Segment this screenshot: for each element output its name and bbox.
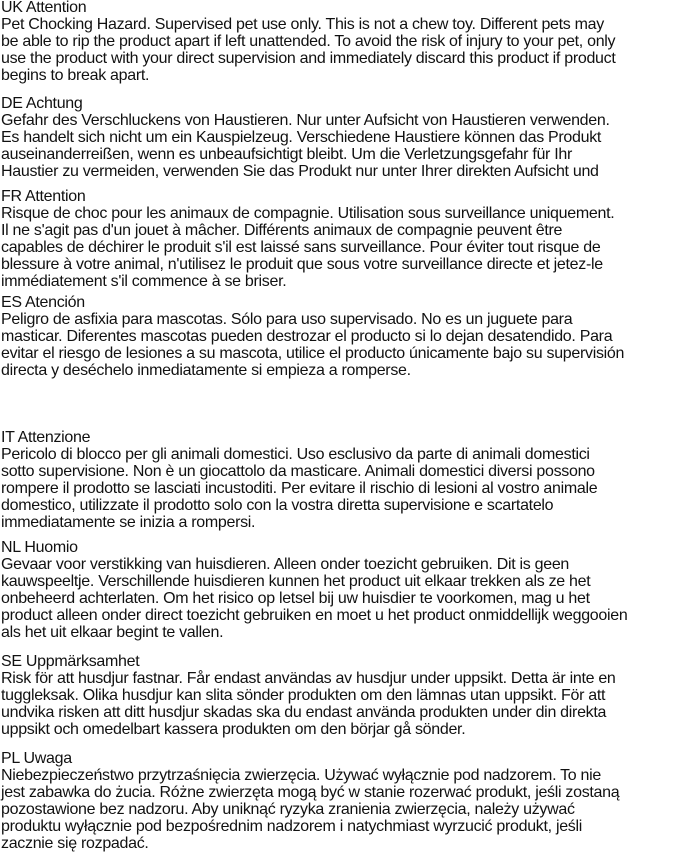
body-text-line: Haustier zu vermeiden, verwenden Sie das Produkt nur unter Ihrer direkten Aufsicht und bbox=[1, 163, 599, 180]
body-text-line: onbeheerd achterlaten. Om het risico op letsel bij uw huisdier te voorkomen, mag u het bbox=[1, 590, 590, 607]
section-heading: FR Attention bbox=[1, 188, 86, 205]
body-text-line: capables de déchirer le produit s'il est laissé sans surveillance. Pour éviter tout risque de bbox=[1, 239, 601, 256]
section-heading: SE Uppmärksamhet bbox=[1, 653, 140, 670]
section-heading: NL Huomio bbox=[1, 539, 78, 556]
body-text-line: masticar. Diferentes mascotas pueden destrozar el producto si lo dejan desatendido. Para bbox=[1, 328, 613, 345]
section-heading: UK Attention bbox=[1, 0, 87, 16]
body-text-line: undvika risken att ditt husdjur skadas ska du endast använda produkten under din direkta bbox=[1, 704, 607, 721]
body-text-line: Risque de choc pour les animaux de compagnie. Utilisation sous surveillance uniquement. bbox=[1, 205, 615, 222]
warning-section-pl bbox=[1, 750, 619, 852]
warning-section-se bbox=[1, 653, 616, 738]
body-text-line: pozostawione bez nadzoru. Aby uniknąć ryzyka zranienia zwierzęcia, należy używać bbox=[1, 801, 575, 818]
body-text-line: Gefahr des Verschluckens von Haustieren. Nur unter Aufsicht von Haustieren verwenden. bbox=[1, 112, 610, 129]
body-text-line: Niebezpieczeństwo przytrzaśnięcia zwierzęcia. Używać wyłącznie pod nadzorem. To nie bbox=[1, 767, 601, 784]
body-text-line: Pericolo di blocco per gli animali domestici. Uso esclusivo da parte di animali domestici bbox=[1, 446, 590, 463]
body-text-line: domestico, utilizzate il prodotto solo con la vostra diretta supervisione e scartatelo bbox=[1, 497, 554, 514]
body-text-line: immediatamente se inizia a rompersi. bbox=[1, 514, 256, 531]
body-text-line: sotto supervisione. Non è un giocattolo da masticare. Animali domestici diversi possono bbox=[1, 463, 595, 480]
body-text-line: Risk för att husdjur fastnar. Får endast användas av husdjur under uppsikt. Detta är inte en bbox=[1, 670, 616, 687]
body-text-line: be able to rip the product apart if left unattended. To avoid the risk of injury to your pet, only bbox=[1, 33, 616, 50]
body-text-line: evitar el riesgo de lesiones a su mascota, utilice el producto únicamente bajo su supervisión bbox=[1, 345, 625, 362]
body-text-line: Peligro de asfixia para mascotas. Sólo para uso supervisado. No es un juguete para bbox=[1, 311, 573, 328]
warning-section-uk bbox=[1, 0, 616, 84]
body-text-line: Es handelt sich nicht um ein Kauspielzeug. Verschiedene Haustiere können das Produkt bbox=[1, 129, 602, 146]
body-text-line: auseinanderreißen, wenn es unbeaufsichtigt bleibt. Um die Verletzungsgefahr für Ihr bbox=[1, 146, 573, 163]
warning-section-es bbox=[1, 294, 624, 379]
body-text-line: begins to break apart. bbox=[1, 67, 150, 84]
section-heading: PL Uwaga bbox=[1, 750, 72, 767]
section-heading: IT Attenzione bbox=[1, 429, 91, 446]
body-text-line: rompere il prodotto se lasciati incustoditi. Per evitare il rischio di lesioni al vostro animale bbox=[1, 480, 598, 497]
body-text-line: directa y deséchelo inmediatamente si empieza a romperse. bbox=[1, 362, 411, 379]
section-heading: DE Achtung bbox=[1, 95, 83, 112]
body-text-line: als het uit elkaar begint te vallen. bbox=[1, 624, 224, 641]
warning-section-de bbox=[1, 95, 610, 180]
body-text-line: Pet Chocking Hazard. Supervised pet use only. This is not a chew toy. Different pets may bbox=[1, 16, 604, 33]
section-heading: ES Atención bbox=[1, 294, 85, 311]
body-text-line: Gevaar voor verstikking van huisdieren. Alleen onder toezicht gebruiken. Dit is geen bbox=[1, 556, 570, 573]
body-text-line: zacznie się rozpadać. bbox=[1, 835, 149, 852]
body-text-line: product alleen onder direct toezicht gebruiken en moet u het product onmiddellijk weggooien bbox=[1, 607, 628, 624]
body-text-line: blessure à votre animal, n'utilisez le produit que sous votre surveillance directe et jetez-le bbox=[1, 256, 603, 273]
body-text-line: use the product with your direct supervision and immediately discard this product if product bbox=[1, 50, 616, 67]
body-text-line: uppsikt och omedelbart kassera produkten om den börjar gå sönder. bbox=[1, 721, 466, 738]
body-text-line: kauwspeeltje. Verschillende huisdieren kunnen het product uit elkaar trekken als ze het bbox=[1, 573, 591, 590]
warning-section-it bbox=[1, 429, 597, 531]
body-text-line: jest zabawka do żucia. Różne zwierzęta mogą być w stanie rozerwać produkt, jeśli zostaną bbox=[1, 784, 620, 801]
body-text-line: tuggleksak. Olika husdjur kan slita sönder produkten om den lämnas utan uppsikt. För att bbox=[1, 687, 606, 704]
body-text-line: produktu wyłącznie pod bezpośrednim nadzorem i natychmiast wyrzucić produkt, jeśli bbox=[1, 818, 583, 835]
body-text-line: Il ne s'agit pas d'un jouet à mâcher. Différents animaux de compagnie peuvent être bbox=[1, 222, 563, 239]
warning-section-nl bbox=[1, 539, 627, 641]
warning-section-fr bbox=[1, 188, 614, 290]
body-text-line: immédiatement s'il commence à se briser. bbox=[1, 273, 287, 290]
